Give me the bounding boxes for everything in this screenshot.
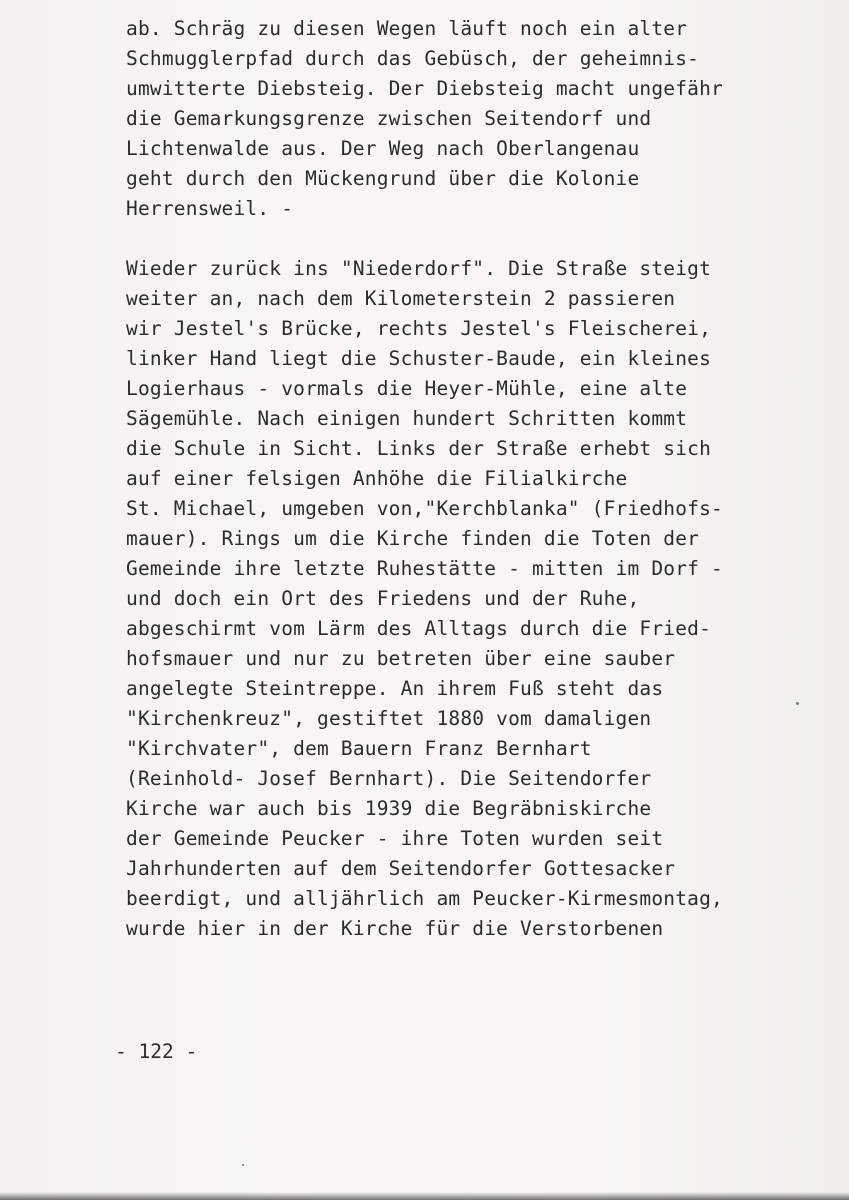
text-line: der Gemeinde Peucker - ihre Toten wurden seit xyxy=(126,827,664,850)
text-line: Kirche war auch bis 1939 die Begräbniskirche xyxy=(126,797,652,820)
text-line: wurde hier in der Kirche für die Verstorbenen xyxy=(126,917,664,940)
page-number: - 122 - xyxy=(115,1040,198,1063)
text-line: beerdigt, und alljährlich am Peucker-Kirmesmontag, xyxy=(126,887,723,910)
text-line: weiter an, nach dem Kilometerstein 2 passieren xyxy=(126,287,676,310)
text-line: wir Jestel's Brücke, rechts Jestel's Fleischerei, xyxy=(126,317,712,340)
text-line: die Schule in Sicht. Links der Straße erhebt sich xyxy=(126,437,712,460)
text-line: und doch ein Ort des Friedens und der Ruhe, xyxy=(126,587,640,610)
text-line: umwitterte Diebsteig. Der Diebsteig macht ungefähr xyxy=(126,77,723,100)
text-line: "Kirchenkreuz", gestiftet 1880 vom damaligen xyxy=(126,707,652,730)
text-line: auf einer felsigen Anhöhe die Filialkirche xyxy=(126,467,628,490)
paragraph-gap xyxy=(126,224,806,254)
text-line: ab. Schräg zu diesen Wegen läuft noch ein alter xyxy=(126,17,688,40)
text-line: Gemeinde ihre letzte Ruhestätte - mitten im Dorf - xyxy=(126,557,723,580)
document-body xyxy=(126,14,806,944)
text-line: (Reinhold- Josef Bernhart). Die Seitendorfer xyxy=(126,767,652,790)
text-line: Sägemühle. Nach einigen hundert Schritten kommt xyxy=(126,407,688,430)
text-line: mauer). Rings um die Kirche finden die Toten der xyxy=(126,527,700,550)
text-line: Herrensweil. - xyxy=(126,197,294,220)
text-line: geht durch den Mückengrund über die Kolonie xyxy=(126,167,640,190)
text-line: die Gemarkungsgrenze zwischen Seitendorf und xyxy=(126,107,652,130)
text-line: abgeschirmt vom Lärm des Alltags durch die Fried- xyxy=(126,617,712,640)
text-line: linker Hand liegt die Schuster-Baude, ein kleines xyxy=(126,347,712,370)
paper-speck xyxy=(242,1164,244,1166)
text-line: Lichtenwalde aus. Der Weg nach Oberlangenau xyxy=(126,137,640,160)
scan-bottom-edge xyxy=(0,1192,849,1200)
text-line: Schmugglerpfad durch das Gebüsch, der geheimnis- xyxy=(126,47,700,70)
text-line: hofsmauer und nur zu betreten über eine sauber xyxy=(126,647,676,670)
paper-speck xyxy=(796,702,799,705)
text-line: angelegte Steintreppe. An ihrem Fuß steht das xyxy=(126,677,664,700)
text-line: St. Michael, umgeben von,"Kerchblanka" (Friedhofs- xyxy=(126,497,723,520)
text-line: Jahrhunderten auf dem Seitendorfer Gottesacker xyxy=(126,857,676,880)
text-line: Wieder zurück ins "Niederdorf". Die Straße steigt xyxy=(126,257,712,280)
text-line: Logierhaus - vormals die Heyer-Mühle, eine alte xyxy=(126,377,688,400)
text-line: "Kirchvater", dem Bauern Franz Bernhart xyxy=(126,737,592,760)
